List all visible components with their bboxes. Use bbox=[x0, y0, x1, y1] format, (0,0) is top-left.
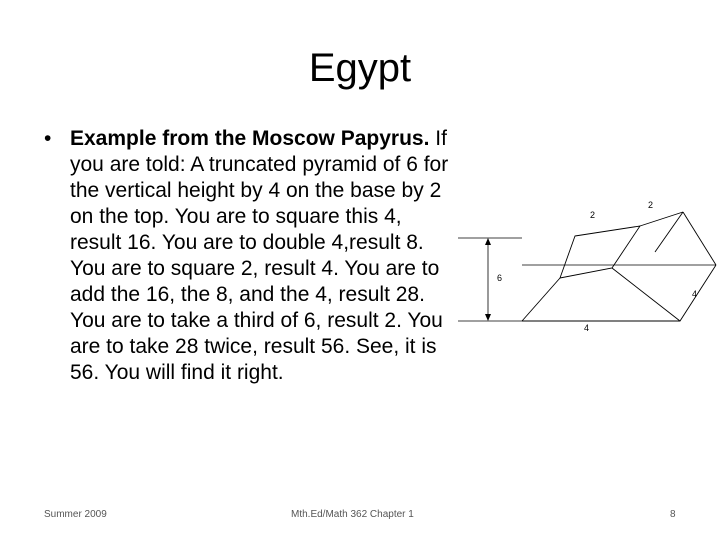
lateral-edge-front bbox=[612, 268, 680, 321]
height-arrow-up bbox=[485, 238, 491, 245]
truncated-pyramid-diagram bbox=[456, 190, 720, 340]
top-face-back-edge bbox=[640, 212, 683, 226]
bullet-marker: • bbox=[44, 127, 52, 150]
bullet-body: If you are told: A truncated pyramid of 6 for the vertical height by 4 on the base by 2 on the top. You are to square this 4, result 16. You are to double 4,result 8. You are to square 2, result 4. You are to add the 16, the 8, and the 4, result 28. You are to take a third of 6, result 2. You are to take 28 twice, result 56. See, it is 56. You will find it right. bbox=[70, 127, 449, 384]
bullet-text bbox=[70, 126, 456, 386]
top-face bbox=[560, 226, 640, 278]
slide-title: Egypt bbox=[308, 46, 412, 90]
bullet-item bbox=[44, 126, 456, 386]
top-edge-label: 2 bbox=[590, 210, 596, 220]
height-label: 6 bbox=[497, 273, 503, 283]
footer-date: Summer 2009 bbox=[44, 509, 107, 520]
lateral-edge-left bbox=[522, 278, 560, 321]
lateral-edge-right bbox=[683, 212, 716, 265]
footer-course: Mth.Ed/Math 362 Chapter 1 bbox=[291, 509, 414, 520]
height-arrow-down bbox=[485, 314, 491, 321]
bullet-bold-lead: Example from the Moscow Papyrus. bbox=[70, 127, 430, 150]
base-front-label: 4 bbox=[584, 323, 590, 333]
base-right-label: 4 bbox=[692, 289, 698, 299]
top-right-label: 2 bbox=[648, 200, 654, 210]
slide-number: 8 bbox=[670, 509, 676, 520]
top-right-edge bbox=[655, 212, 683, 252]
